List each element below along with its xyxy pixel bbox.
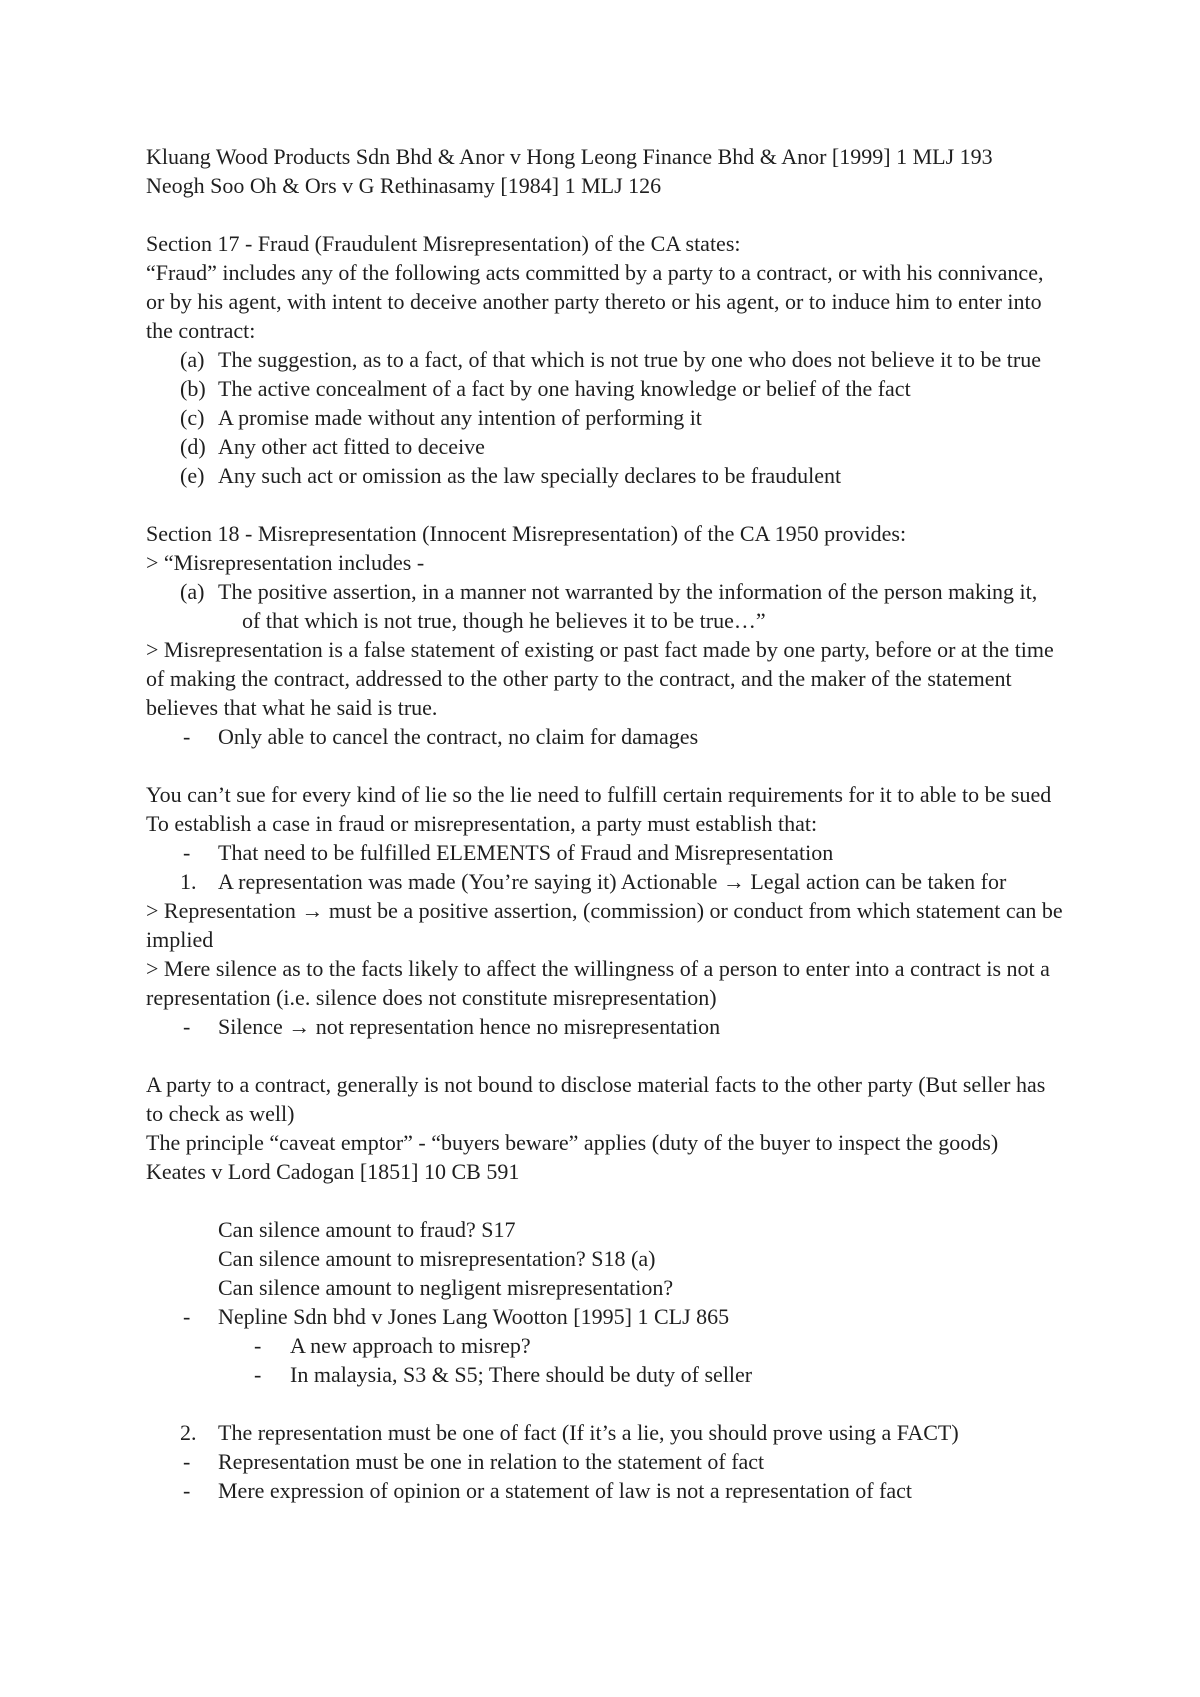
question-misrepresentation: Can silence amount to misrepresentation? S18 (a)	[218, 1246, 656, 1271]
mere-silence-statement: > Mere silence as to the facts likely to affect the willingness of a person to enter into a contract is not a representation (i.e. silence does not constitute misrepresentation)	[146, 956, 1050, 1010]
question-negligent-misrepresentation: Can silence amount to negligent misrepresentation?	[218, 1275, 674, 1300]
document-body	[146, 142, 1066, 1505]
spacer	[146, 490, 1066, 519]
dash-marker: -	[183, 724, 191, 749]
dash-marker: -	[183, 1014, 191, 1039]
dash-item-text: Mere expression of opinion or a statement of law is not a representation of fact	[218, 1478, 912, 1503]
numbered-item-2	[146, 1418, 1066, 1447]
case-citation-keates: Keates v Lord Cadogan [1851] 10 CB 591	[146, 1159, 520, 1184]
dash-item-text: A new approach to misrep?	[290, 1333, 531, 1358]
list-marker: (a)	[180, 579, 205, 604]
dash-item-text: Silence → not representation hence no misrepresentation	[218, 1014, 721, 1039]
section-17-heading: Section 17 - Fraud (Fraudulent Misrepresentation) of the CA states:	[146, 231, 741, 256]
dash-item-no-damages	[146, 722, 1066, 751]
dash-marker: -	[183, 1304, 191, 1329]
list-marker: 1.	[180, 869, 197, 894]
sub-dash-item-malaysia	[146, 1360, 1066, 1389]
dash-marker: -	[254, 1333, 262, 1358]
list-marker: (b)	[180, 376, 206, 401]
misrepresentation-definition: > Misrepresentation is a false statement of existing or past fact made by one party, before or at the time of making the contract, addressed to the other party to the contract, and the maker of the statement believes that what he said is true.	[146, 637, 1054, 720]
list-item-text: A promise made without any intention of performing it	[218, 405, 702, 430]
section-18-heading: Section 18 - Misrepresentation (Innocent Misrepresentation) of the CA 1950 provides:	[146, 521, 907, 546]
section-17-intro: “Fraud” includes any of the following acts committed by a party to a contract, or with his connivance, or by his agent, with intent to deceive another party thereto or his agent, or to induce him to enter into the contract:	[146, 260, 1044, 343]
list-marker: (d)	[180, 434, 206, 459]
dash-item-text: Nepline Sdn bhd v Jones Lang Wootton [1995] 1 CLJ 865	[218, 1304, 730, 1329]
case-citation-kluang: Kluang Wood Products Sdn Bhd & Anor v Hong Leong Finance Bhd & Anor [1999] 1 MLJ 193	[146, 144, 993, 169]
dash-item-statement-of-fact	[146, 1447, 1066, 1476]
dash-marker: -	[254, 1362, 262, 1387]
dash-item-text: Only able to cancel the contract, no claim for damages	[218, 724, 699, 749]
section-18-quote-intro: > “Misrepresentation includes -	[146, 550, 425, 575]
list-marker: (e)	[180, 463, 205, 488]
question-fraud: Can silence amount to fraud? S17	[218, 1217, 516, 1242]
disclosure-statement: A party to a contract, generally is not bound to disclose material facts to the other party (But seller has to check as well)	[146, 1072, 1046, 1126]
spacer	[146, 1389, 1066, 1418]
dash-item-opinion-not-fact	[146, 1476, 1066, 1505]
sub-dash-item-new-approach	[146, 1331, 1066, 1360]
dash-marker: -	[183, 840, 191, 865]
list-item-text: The representation must be one of fact (If it’s a lie, you should prove using a FACT)	[218, 1420, 959, 1445]
section-17-item-c	[146, 403, 1066, 432]
section-18-item-a	[146, 577, 1066, 606]
spacer	[146, 751, 1066, 780]
list-marker: (a)	[180, 347, 205, 372]
caveat-emptor-statement: The principle “caveat emptor” - “buyers beware” applies (duty of the buyer to inspect the goods)	[146, 1130, 999, 1155]
section-17-item-a	[146, 345, 1066, 374]
spacer	[146, 200, 1066, 229]
spacer	[146, 1186, 1066, 1215]
representation-definition: > Representation → must be a positive assertion, (commission) or conduct from which statement can be implied	[146, 898, 1063, 952]
dash-item-silence	[146, 1012, 1066, 1041]
dash-item-text: In malaysia, S3 & S5; There should be duty of seller	[290, 1362, 753, 1387]
section-17-item-d	[146, 432, 1066, 461]
dash-marker: -	[183, 1449, 191, 1474]
section-17-item-e	[146, 461, 1066, 490]
list-item-text: Any such act or omission as the law specially declares to be fraudulent	[218, 463, 842, 488]
section-18-item-a-continuation: of that which is not true, though he believes it to be true…”	[242, 608, 766, 633]
establish-intro: To establish a case in fraud or misrepresentation, a party must establish that:	[146, 811, 818, 836]
list-item-text: A representation was made (You’re saying it) Actionable → Legal action can be taken for	[218, 869, 1007, 894]
section-17-item-b	[146, 374, 1066, 403]
list-marker: (c)	[180, 405, 205, 430]
case-citation-neogh: Neogh Soo Oh & Ors v G Rethinasamy [1984] 1 MLJ 126	[146, 173, 662, 198]
dash-item-text: Representation must be one in relation to the statement of fact	[218, 1449, 765, 1474]
list-item-text: The suggestion, as to a fact, of that which is not true by one who does not believe it to be true	[218, 347, 1041, 372]
list-item-text: The positive assertion, in a manner not warranted by the information of the person making it,	[218, 579, 1038, 604]
dash-item-elements	[146, 838, 1066, 867]
dash-marker: -	[183, 1478, 191, 1503]
list-item-text: The active concealment of a fact by one having knowledge or belief of the fact	[218, 376, 911, 401]
dash-item-text: That need to be fulfilled ELEMENTS of Fraud and Misrepresentation	[218, 840, 834, 865]
elements-intro: You can’t sue for every kind of lie so the lie need to fulfill certain requirements for it to able to be sued	[146, 782, 1052, 807]
spacer	[146, 1041, 1066, 1070]
list-item-text: Any other act fitted to deceive	[218, 434, 485, 459]
numbered-item-1	[146, 867, 1066, 896]
dash-item-nepline	[146, 1302, 1066, 1331]
list-marker: 2.	[180, 1420, 197, 1445]
